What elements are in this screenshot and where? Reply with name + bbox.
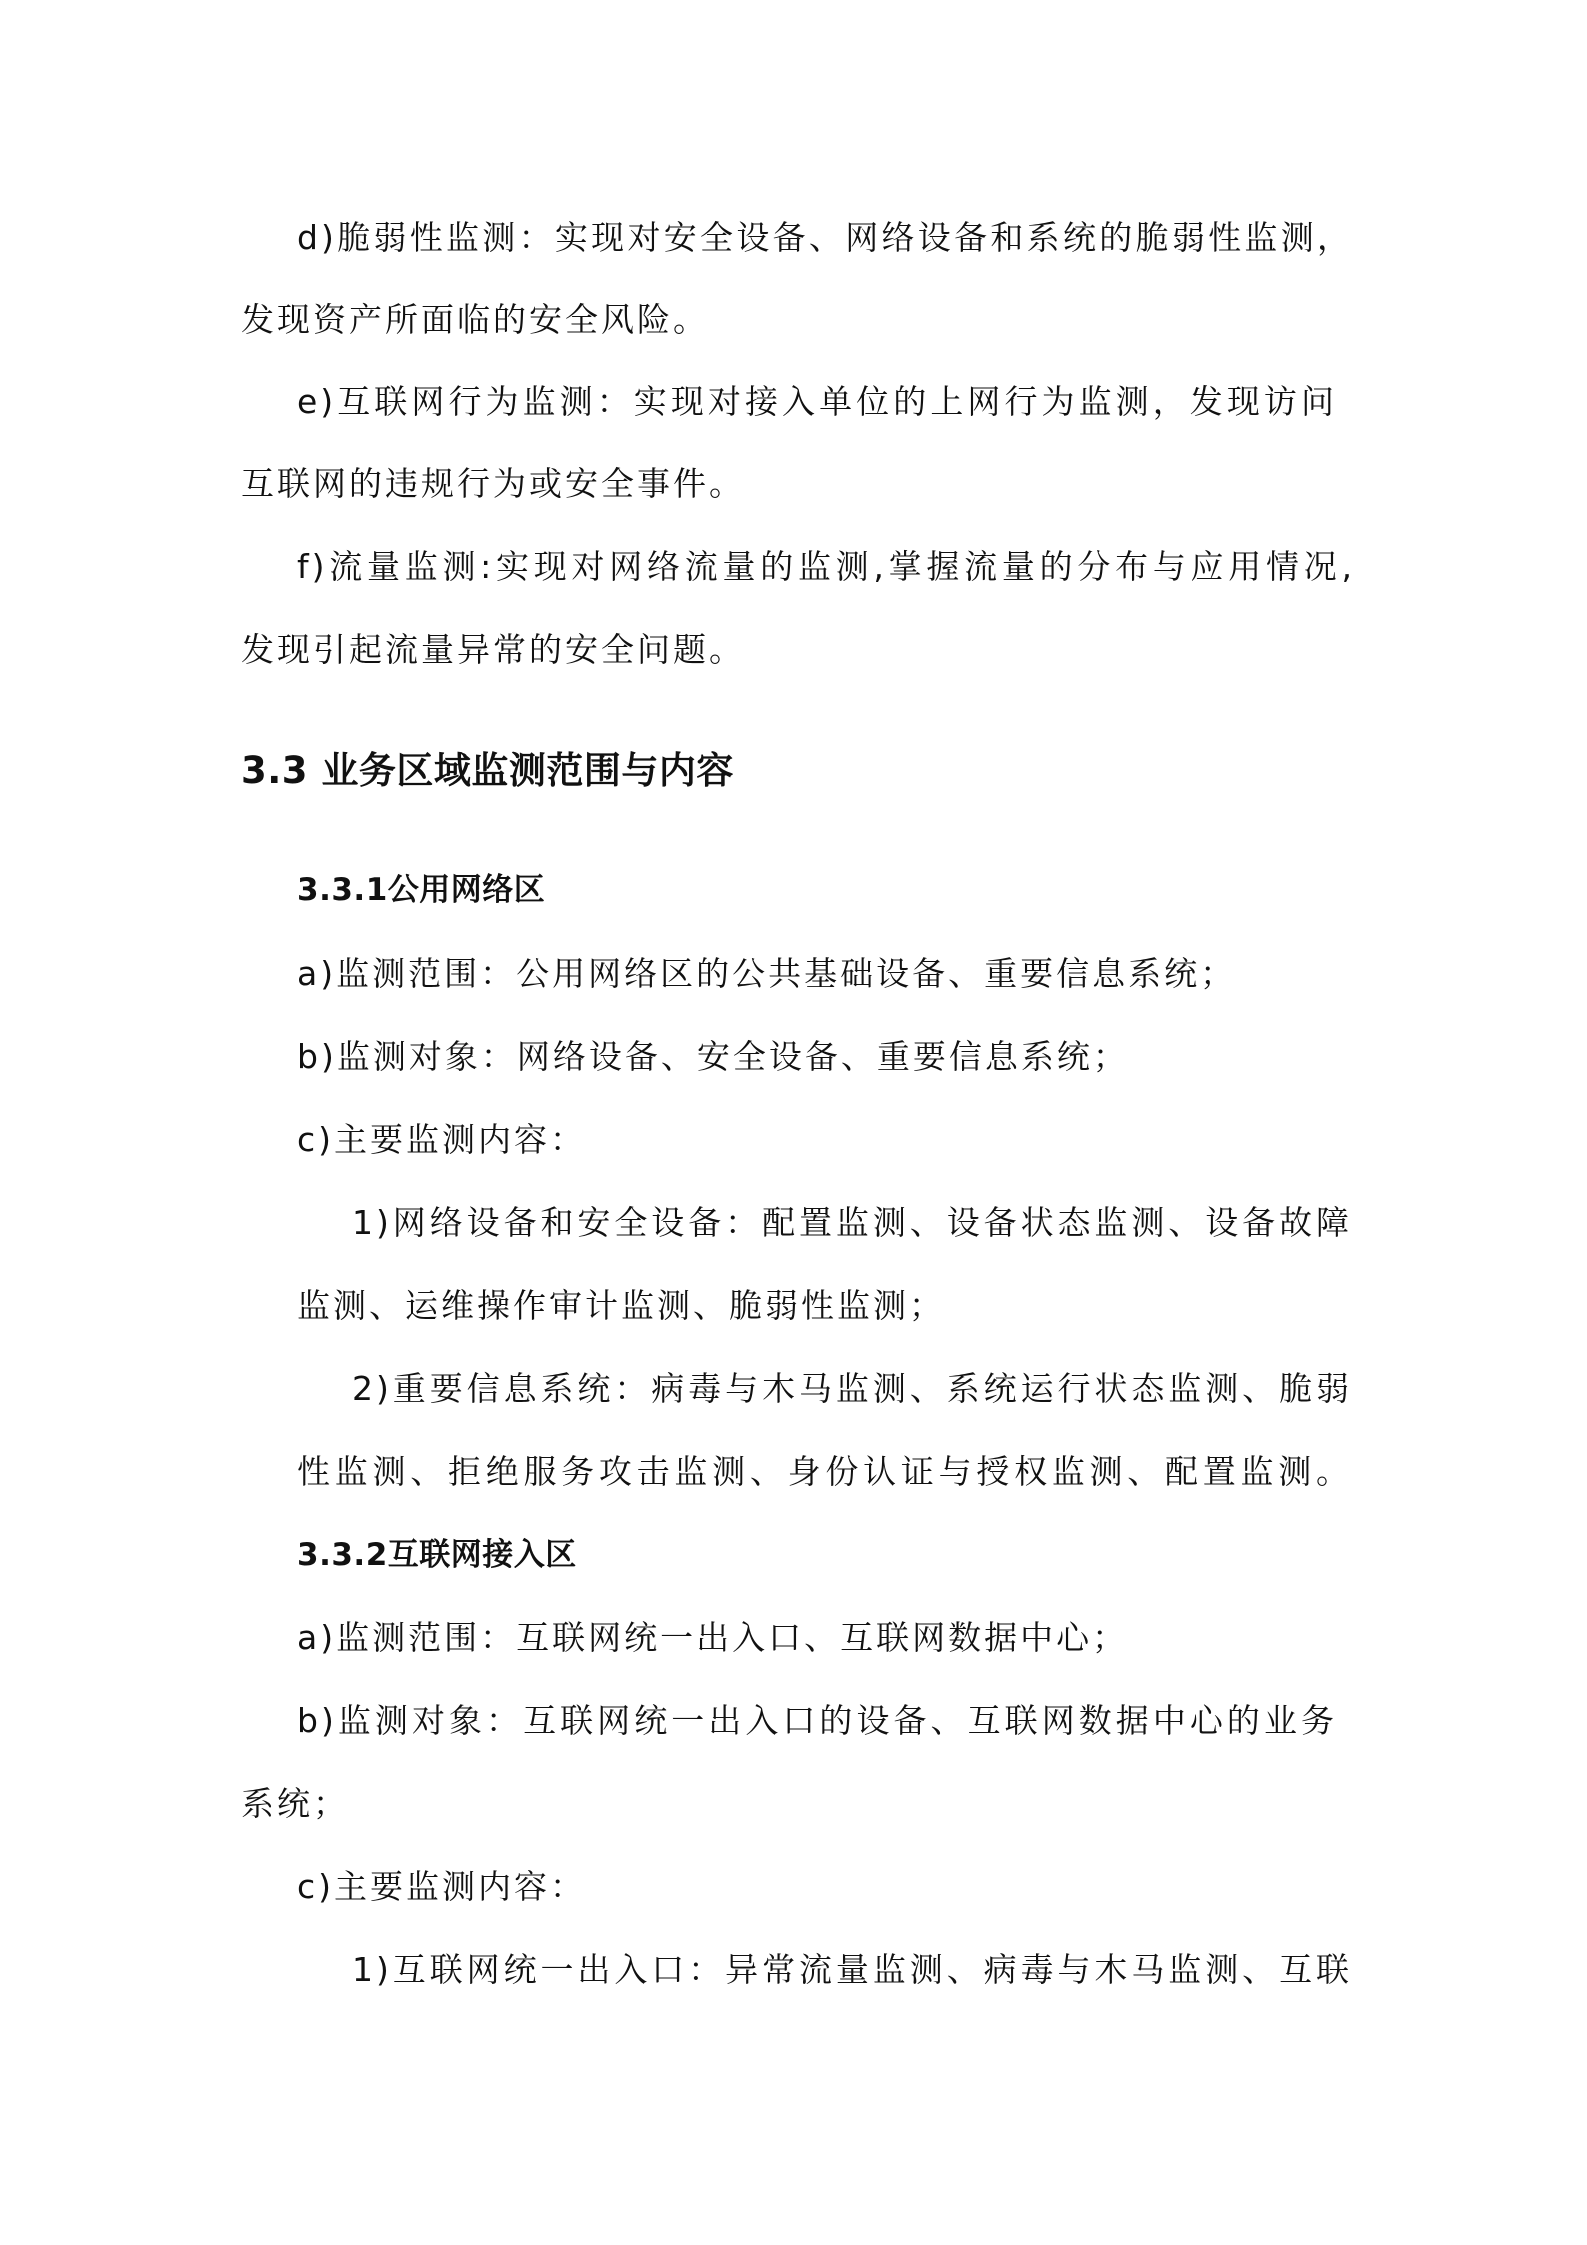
section-heading-3-3: 3.3 业务区域监测范围与内容: [241, 749, 734, 792]
item-3-3-2-b-line-2: 系统；: [241, 1784, 349, 1823]
item-3-3-1-a-scope: a)监测范围：公用网络区的公共基础设备、重要信息系统；: [297, 954, 1237, 993]
paragraph-d-line-2: 发现资产所面临的安全风险。: [241, 300, 709, 339]
item-3-3-1-c-2-line-2: 性监测、拒绝服务攻击监测、身份认证与授权监测、配置监测。: [297, 1452, 1352, 1491]
item-3-3-1-c-content: c)主要监测内容：: [297, 1120, 587, 1159]
subsection-heading-3-3-1: 3.3.1公用网络区: [297, 872, 546, 908]
item-3-3-2-c-content: c)主要监测内容：: [297, 1867, 587, 1906]
item-3-3-1-b-objects: b)监测对象：网络设备、安全设备、重要信息系统；: [297, 1037, 1129, 1076]
item-3-3-2-c-1-line-1: 1)互联网统一出入口：异常流量监测、病毒与木马监测、互联: [352, 1950, 1352, 1989]
subsection-heading-3-3-2: 3.3.2互联网接入区: [297, 1537, 577, 1573]
item-3-3-2-b-line-1: b)监测对象：互联网统一出入口的设备、互联网数据中心的业务: [297, 1701, 1337, 1740]
item-3-3-1-c-2-line-1: 2)重要信息系统：病毒与木马监测、系统运行状态监测、脆弱: [352, 1369, 1352, 1408]
paragraph-e-line-1: e)互联网行为监测：实现对接入单位的上网行为监测，发现访问: [297, 382, 1337, 421]
paragraph-f-line-2: 发现引起流量异常的安全问题。: [241, 630, 745, 669]
paragraph-e-line-2: 互联网的违规行为或安全事件。: [241, 464, 745, 503]
item-3-3-1-c-1-line-1: 1)网络设备和安全设备：配置监测、设备状态监测、设备故障: [352, 1203, 1352, 1242]
item-3-3-1-c-1-line-2: 监测、运维操作审计监测、脆弱性监测；: [297, 1286, 945, 1325]
paragraph-f-line-1: f)流量监测:实现对网络流量的监测,掌握流量的分布与应用情况,: [297, 547, 1355, 586]
paragraph-d-line-1: d)脆弱性监测：实现对安全设备、网络设备和系统的脆弱性监测，: [297, 218, 1353, 257]
item-3-3-2-a-scope: a)监测范围：互联网统一出入口、互联网数据中心；: [297, 1618, 1129, 1657]
